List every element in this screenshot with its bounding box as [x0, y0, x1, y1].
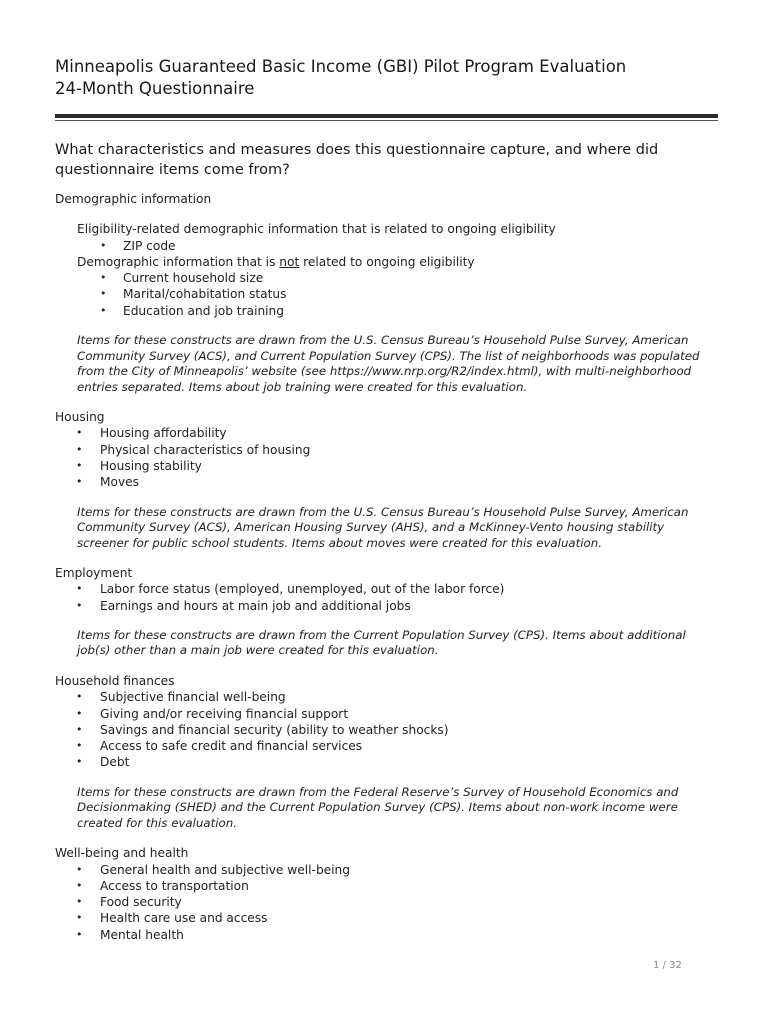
list-item: • Subjective financial well-being [55, 689, 720, 705]
list-item: • Physical characteristics of housing [55, 442, 720, 458]
finances-heading: Household finances [55, 673, 175, 688]
eligibility-items-list [55, 238, 720, 254]
section-question: What characteristics and measures does this questionnaire capture, and where did questionnaire items come from? [55, 142, 659, 178]
list-item: • Giving and/or receiving financial support [55, 706, 720, 722]
list-item: • Mental health [55, 927, 720, 943]
list-item: • Health care use and access [55, 910, 720, 926]
employment-items-list [55, 581, 720, 614]
underlined-not: not [279, 254, 300, 269]
housing-source-note: Items for these constructs are drawn from the U.S. Census Bureau’s Household Pulse Survey, American Community Survey (ACS), American Housing Survey (AHS), and a McKinney-Vento housing stability screener for public school students. Items about moves were created for this evaluation. [77, 504, 689, 550]
list-item: • Current household size [55, 270, 720, 286]
employment-source-note: Items for these constructs are drawn from the Current Population Survey (CPS). Items about additional job(s) other than a main job were created for this evaluation. [77, 627, 686, 658]
finances-source-note: Items for these constructs are drawn from the Federal Reserve’s Survey of Household Economics and Decisionmaking (SHED) and the Current Population Survey (CPS). Items about non-work income were created for this evaluation. [77, 784, 679, 830]
title-rule-thin [55, 120, 718, 121]
demographic-heading: Demographic information [55, 192, 212, 206]
list-item: • ZIP code [55, 238, 720, 254]
eligibility-related-label: Eligibility-related demographic information that is related to ongoing eligibility [77, 222, 556, 237]
list-item: • Labor force status (employed, unemployed, out of the labor force) [55, 581, 720, 597]
list-item: • Earnings and hours at main job and additional jobs [55, 598, 720, 614]
list-item: • Housing stability [55, 458, 720, 474]
housing-heading: Housing [55, 410, 105, 425]
list-item: • Moves [55, 474, 720, 490]
demographic-source-note: Items for these constructs are drawn from the U.S. Census Bureau’s Household Pulse Survey, American Community Survey (ACS), and Current Population Survey (CPS). The list of neighborhoods was populated from the City of Minneapolis’ website (see https://www.nrp.org/R2/index.html), with multi-neighborhood entries separated. Items about job training were created for this evaluation. [77, 333, 700, 394]
list-item: • Education and job training [55, 303, 720, 319]
list-item: • Food security [55, 894, 720, 910]
not-related-label: Demographic information that is not related to ongoing eligibility [77, 254, 475, 269]
not-related-items-list [55, 270, 720, 319]
list-item: • Marital/cohabitation status [55, 286, 720, 302]
document-body [55, 191, 720, 943]
title-line-1: Minneapolis Guaranteed Basic Income (GBI) Pilot Program Evaluation [55, 57, 627, 76]
employment-heading: Employment [55, 566, 133, 581]
list-item: • Access to transportation [55, 878, 720, 894]
finances-items-list [55, 689, 720, 770]
list-item: • Debt [55, 754, 720, 770]
list-item: • General health and subjective well-being [55, 862, 720, 878]
page-number: 1 / 32 [653, 960, 682, 971]
title-line-2: 24-Month Questionnaire [55, 79, 255, 98]
health-items-list [55, 862, 720, 943]
document-title [55, 56, 735, 100]
list-item: • Access to safe credit and financial services [55, 738, 720, 754]
title-rule-thick [55, 114, 718, 118]
housing-items-list [55, 425, 720, 490]
list-item: • Savings and financial security (ability to weather shocks) [55, 722, 720, 738]
list-item: • Housing affordability [55, 425, 720, 441]
health-heading: Well-being and health [55, 846, 189, 861]
